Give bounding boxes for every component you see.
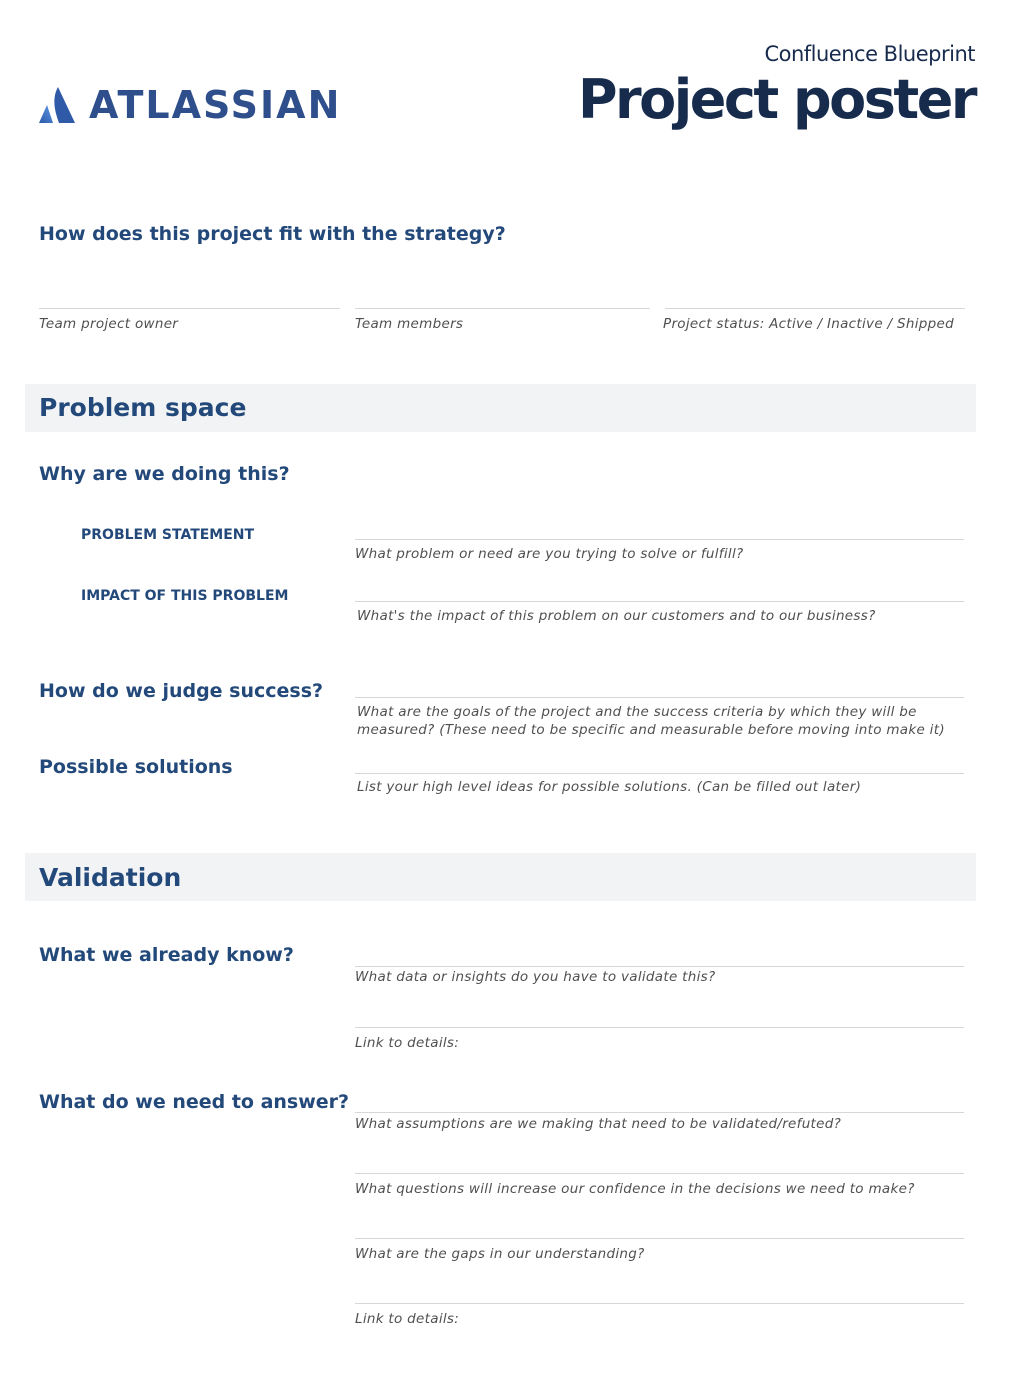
success-hint: What are the goals of the project and the success criteria by which they will be measured? (These need to be specific and measurable before moving into make it) — [357, 704, 945, 738]
know-field-line[interactable] — [355, 966, 964, 967]
atlassian-logo-icon — [39, 87, 77, 123]
know-question: What we already know? — [39, 944, 294, 966]
why-question: Why are we doing this? — [39, 463, 290, 485]
assumptions-field-line[interactable] — [355, 1112, 964, 1113]
confidence-field-line[interactable] — [355, 1173, 964, 1174]
problem-statement-hint: What problem or need are you trying to solve or fulfill? — [355, 546, 744, 562]
solutions-question: Possible solutions — [39, 756, 233, 778]
success-field-line[interactable] — [355, 697, 964, 698]
know-hint: What data or insights do you have to validate this? — [355, 969, 716, 985]
owner-field-label: Team project owner — [39, 316, 179, 332]
problem-statement-label: PROBLEM STATEMENT — [81, 527, 255, 543]
strategy-question: How does this project fit with the strategy? — [39, 223, 506, 245]
validation-heading: Validation — [39, 863, 182, 892]
problem-statement-field-line[interactable] — [355, 539, 964, 540]
blueprint-label: Confluence Blueprint — [764, 42, 975, 66]
gaps-hint: What are the gaps in our understanding? — [355, 1246, 645, 1262]
answer-question: What do we need to answer? — [39, 1091, 350, 1113]
atlassian-logo-text: ATLASSIAN — [89, 83, 342, 127]
members-field-label: Team members — [355, 316, 464, 332]
know-link-label: Link to details: — [355, 1035, 460, 1051]
answer-link-field-line[interactable] — [355, 1303, 964, 1304]
members-field-line[interactable] — [355, 308, 650, 309]
problem-space-heading: Problem space — [39, 393, 247, 422]
success-question: How do we judge success? — [39, 680, 324, 702]
solutions-hint: List your high level ideas for possible solutions. (Can be filled out later) — [357, 779, 862, 795]
status-field-label: Project status: Active / Inactive / Shipped — [663, 316, 954, 332]
impact-label: IMPACT OF THIS PROBLEM — [81, 588, 289, 604]
owner-field-line[interactable] — [39, 308, 340, 309]
solutions-field-line[interactable] — [355, 773, 964, 774]
confidence-hint: What questions will increase our confidence in the decisions we need to make? — [355, 1181, 915, 1197]
know-link-field-line[interactable] — [355, 1027, 964, 1028]
page-title: Project poster — [577, 68, 975, 131]
impact-field-line[interactable] — [355, 601, 964, 602]
impact-hint: What's the impact of this problem on our customers and to our business? — [357, 608, 876, 624]
assumptions-hint: What assumptions are we making that need to be validated/refuted? — [355, 1116, 842, 1132]
answer-link-label: Link to details: — [355, 1311, 460, 1327]
gaps-field-line[interactable] — [355, 1238, 964, 1239]
status-field-line[interactable] — [665, 308, 965, 309]
